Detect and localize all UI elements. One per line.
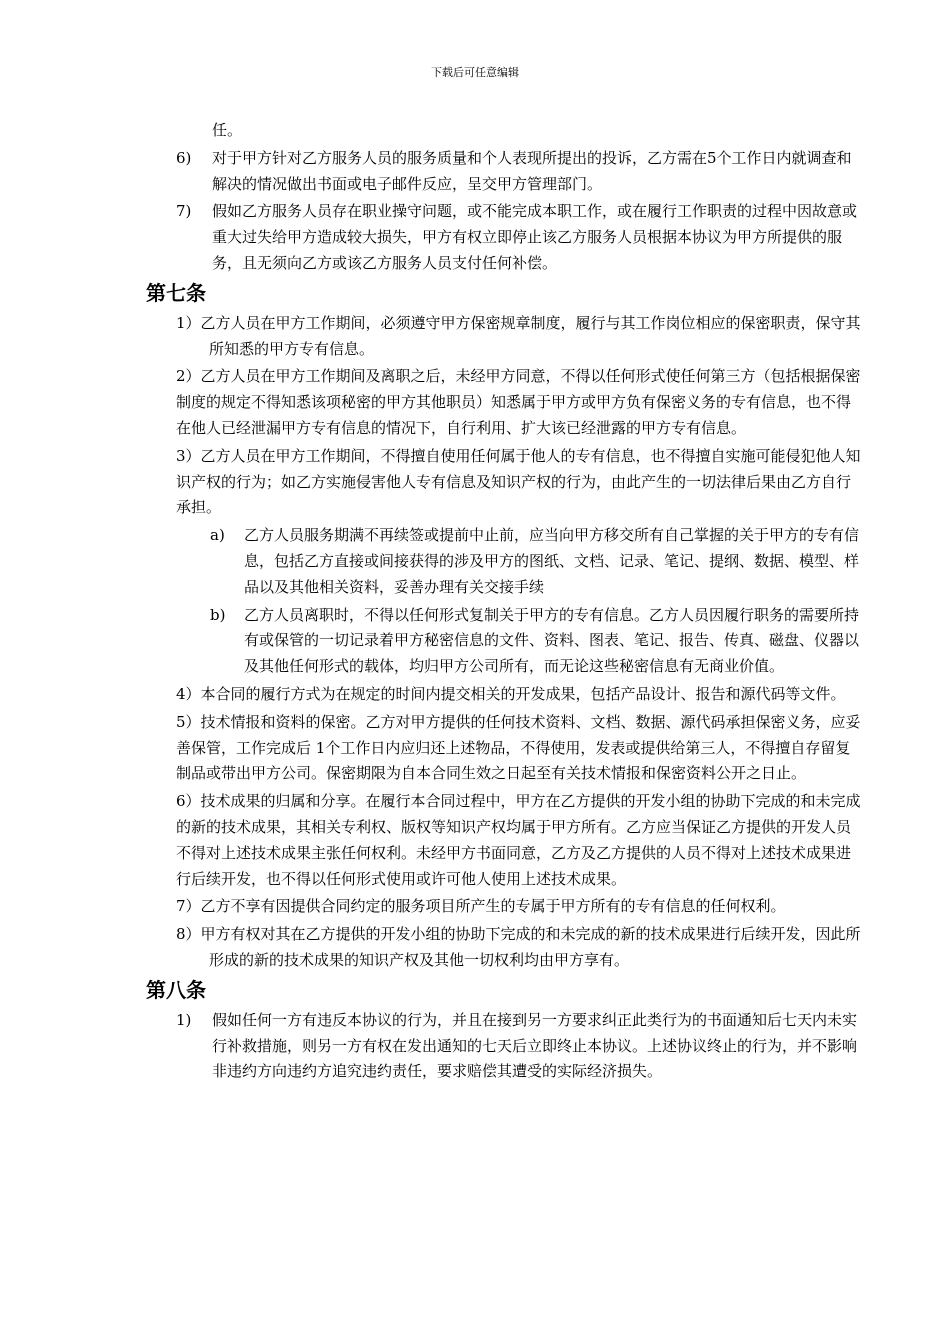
page-header: 下载后可任意编辑 xyxy=(431,66,519,79)
list-text: 假如任何一方有违反本协议的行为，并且在接到另一方要求纠正此类行为的书面通知后七天内未实行补救措施，则另一方有权在发出通知的七天后立即终止本协议。上述协议终止的行为，并不影响非违约方向违约方追究违约责任，要求赔偿其遭受的实际经济损失。 xyxy=(212,1010,858,1081)
list-text: 假如乙方服务人员存在职业操守问题，或不能完成本职工作，或在履行工作职责的过程中因故意或重大过失给甲方造成较大损失，甲方有权立即停止该乙方服务人员根据本协议为甲方所提供的服务，且无须向乙方或该乙方服务人员支付任何补偿。 xyxy=(212,202,858,272)
list-item-7 xyxy=(146,199,862,276)
sub-text: 乙方人员服务期满不再续签或提前中止前，应当向甲方移交所有自己掌握的关于甲方的专有信息，包括乙方直接或间接获得的涉及甲方的图纸、文档、记录、笔记、提纲、数据、模型、样品以及其他相关资料，妥善办理有关交接手续 xyxy=(244,526,860,596)
list-number: 6) xyxy=(176,148,192,167)
sub-text: 乙方人员离职时，不得以任何形式复制关于甲方的专有信息。乙方人员因履行职务的需要所持有或保管的一切记录着甲方秘密信息的文件、资料、图表、笔记、报告、传真、磁盘、仪器以及其他任何形式的载体，均归甲方公司所有，而无论这些秘密信息有无商业价值。 xyxy=(244,605,860,676)
sub-number: a) xyxy=(210,526,225,545)
article-7-subitem-a xyxy=(146,523,862,600)
article-7-subitem-b xyxy=(146,603,862,680)
document-body xyxy=(146,118,862,1085)
article-7-item-7: 7）乙方不享有因提供合同约定的服务项目所产生的专属于甲方所有的专有信息的任何权利。 xyxy=(176,897,786,916)
article-8-item-1 xyxy=(146,1008,862,1085)
article-7-item-2: 2）乙方人员在甲方工作期间及离职之后，未经甲方同意，不得以任何形式使任何第三方（包括根据保密制度的规定不得知悉该项秘密的甲方其他职员）知悉属于甲方或甲方负有保密义务的专有信息，也不得在他人已经泄漏甲方专有信息的情况下，自行利用、扩大该已经泄露的甲方专有信息。 xyxy=(176,367,861,437)
list-text: 对于甲方针对乙方服务人员的服务质量和个人表现所提出的投诉，乙方需在5个工作日内就调查和解决的情况做出书面或电子邮件反应，呈交甲方管理部门。 xyxy=(212,148,852,193)
article-8-heading: 第八条 xyxy=(146,977,206,1002)
list-number: 7) xyxy=(176,202,192,221)
article-7-item-8: 8）甲方有权对其在乙方提供的开发小组的协助下完成的和未完成的新的技术成果进行后续开发，因此所形成的新的技术成果的知识产权及其他一切权利均由甲方享有。 xyxy=(176,925,861,969)
article-7-item-3: 3）乙方人员在甲方工作期间，不得擅自使用任何属于他人的专有信息，也不得擅自实施可能侵犯他人知识产权的行为；如乙方实施侵害他人专有信息及知识产权的行为，由此产生的一切法律后果由乙方自行承担。 xyxy=(176,446,861,517)
continued-text: 任。 xyxy=(212,121,243,139)
article-7-item-5: 5）技术情报和资料的保密。乙方对甲方提供的任何技术资料、文档、数据、源代码承担保密义务，应妥善保管，工作完成后 1个工作日内应归还上述物品，不得使用，发表或提供给第三人，不得擅自存留复制品或带出甲方公司。保密期限为自本合同生效之日起至有关技术情报和保密资料公开之日止。 xyxy=(176,712,861,783)
list-number: 1) xyxy=(176,1010,192,1029)
sub-number: b) xyxy=(210,605,226,624)
list-item-6 xyxy=(146,146,862,198)
article-7-item-4: 4）本合同的履行方式为在规定的时间内提交相关的开发成果，包括产品设计、报告和源代码等文件。 xyxy=(176,684,846,703)
article-7-item-6: 6）技术成果的归属和分享。在履行本合同过程中，甲方在乙方提供的开发小组的协助下完成的和未完成的新的技术成果，其相关专利权、版权等知识产权均属于甲方所有。乙方应当保证乙方提供的开发人员不得对上述技术成果主张任何权利。未经甲方书面同意，乙方及乙方提供的人员不得对上述技术成果进行后续开发，也不得以任何形式使用或许可他人使用上述技术成果。 xyxy=(176,792,861,888)
article-7-heading: 第七条 xyxy=(146,280,206,305)
article-7-item-1: 1）乙方人员在甲方工作期间，必须遵守甲方保密规章制度，履行与其工作岗位相应的保密职责，保守其所知悉的甲方专有信息。 xyxy=(176,313,861,358)
